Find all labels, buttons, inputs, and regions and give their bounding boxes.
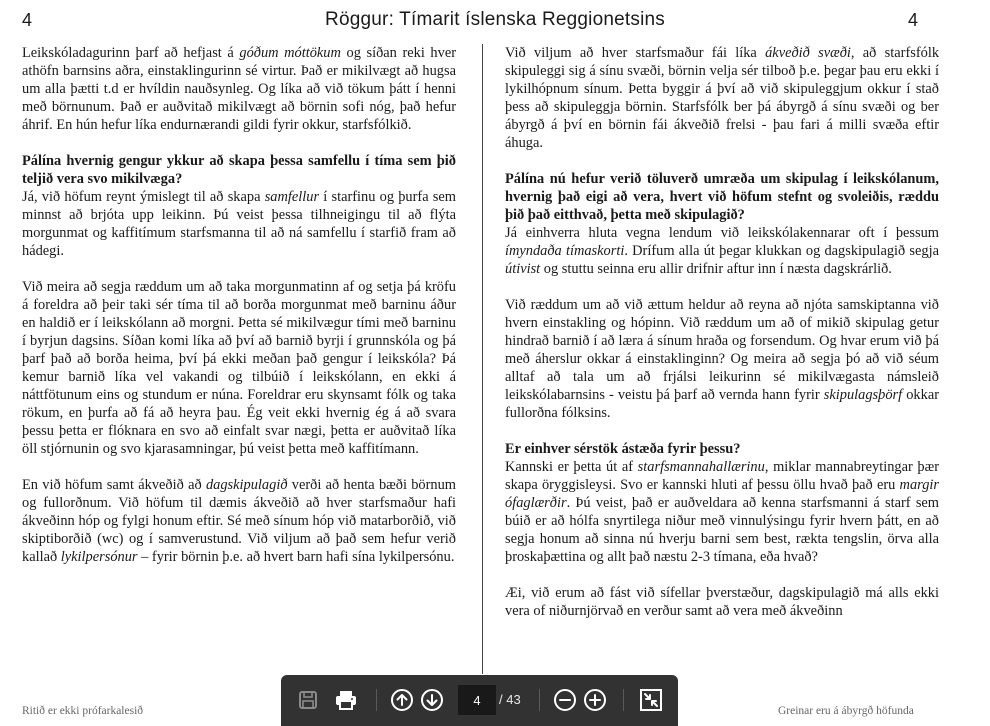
previous-page-button[interactable]: [386, 684, 418, 716]
interview-question: Er einhver sérstök ástæða fyrir þessu?: [505, 441, 741, 457]
column-divider: [482, 44, 483, 674]
zoom-in-icon: [583, 688, 607, 712]
paragraph: Við ræddum um að við ættum heldur að reyna að njóta samskiptanna við hvern einstakling og hópinn. Við ræddum um að of mikið skipulag getur hindrað barnið í að læra á sínum hraða og forsendum. Og hvar erum við þá með áherslur okkar á einstaklinginn? Og meira að segja þó að við séum alltaf að tala um að frjálsi leikurinn sé mikilvægasta námsleið leikskólabarnsins - veistu þá þarf að vernda hann fyrir skipulagsþörf okkar fullorðna fólksins.: [505, 297, 939, 421]
paragraph: En við höfum samt ákveðið að dagskipulagið verði að henta bæði börnum og fullorðnum. Við höfum til dæmis ákveðið að hver starfsmaður hafi ákveðinn hóp og fylgi honum eftir. Sé með sínum hóp við matarborðið, við skiptiborðið (wc) og í samverustund. Við viljum að það sem hefur verið kallað lykilpersónur – fyrir börnin þ.e. að hvert barn hafi sína lykilpersónu.: [22, 477, 456, 565]
zoom-out-button[interactable]: [549, 684, 581, 716]
footer-responsibility-note: Greinar eru á ábyrgð höfunda: [778, 705, 914, 717]
print-button[interactable]: [330, 684, 362, 716]
header-page-number-left: 4: [22, 10, 33, 30]
left-column: [22, 44, 456, 584]
paragraph: Leikskóladagurinn þarf að hefjast á góðum móttökum og síðan reki hver athöfn barnsins aðra, einstaklingurinn sé virtur. Það er mikilvægt að hugsa um alla þætti t.d er hvíldin nauðsynleg. Og líka að við tökum þátt í henni með börnunum. Það er auðvitað mikilvægt að börnin sofi nóg, það hefur áhrif. En hún hefur líka endurnærandi gildi fyrir okkur, starfsfólkið.: [22, 45, 456, 133]
right-column: [505, 44, 939, 678]
print-icon: [334, 688, 358, 712]
current-page-input[interactable]: 4: [458, 685, 496, 715]
toolbar-separator: [376, 689, 377, 711]
next-page-button[interactable]: [416, 684, 448, 716]
next-page-icon: [420, 688, 444, 712]
fit-page-icon: [639, 688, 663, 712]
paragraph: Við meira að segja ræddum um að taka morgunmatinn af og setja þá kröfu á foreldra að þeir taki sér tíma til að borða morgunmat með barninu áður en haldið er í leikskólann að morgni. Þetta sé mikilvægur tími með barninu í byrjun dagsins. Síðan komi líka að því að barnið byrji í grunnskóla og þá þarf það að borða heima, því þá ekki meðan það gengur í leikskóla? Þá kemur barnið líka vel vakandi og tilbúið í leikskólann, en ekki á náttfötunum eins og stundum er núna. Foreldrar eru skynsamt fólk og taka rökum, en þurfa að fá að heyra þau. Ég veit ekki hvernig ég á að svara þessu þetta er flóknara en svo að einfalt svar nægi, þetta er auðvitað líka öll stjórnunin og svo kjarasamningar, þú veist þetta með kaffitímann.: [22, 279, 456, 457]
footer-disclaimer: Ritið er ekki prófarkalesið: [22, 705, 144, 717]
journal-title: Röggur: Tímarit íslenska Reggionetsins: [325, 9, 665, 30]
toolbar-separator: [539, 689, 540, 711]
interview-question: Pálína nú hefur verið töluverð umræða um skipulag í leikskólanum, hvernig það eigi að vera, hvert við höfum stefnt og svoleiðis, ræddu þið það eitthvað, þetta með skipulagið?: [505, 171, 939, 223]
previous-page-icon: [390, 688, 414, 712]
zoom-out-icon: [553, 688, 577, 712]
paragraph: Við viljum að hver starfsmaður fái líka ákveðið svæði, að starfsfólk skipuleggi sig á sínu svæði, börnin velja sér tilboð þ.e. þegar þau eru ekki í lykilhópnum sínum. Þetta byggir á því að við skipuleggjum okkur í stað þess að skipuleggja börnin. Starfsfólk ber þá ábyrgð á sínu svæði og ber ábyrgð á því en börnin fái ákveðið frelsi - þau fari á milli svæða eftir áhuga.: [505, 45, 939, 151]
interview-answer: Já, við höfum reynt ýmislegt til að skapa samfellur í starfinu og þurfa sem minnst að brjóta upp leikinn. Þú veist þessa tilhneigingu til að flýta morgunmat og kaffitímum starfsmanna til að ná samfellu í starfið fram að hádegi.: [22, 189, 456, 259]
total-pages-label: / 43: [499, 692, 521, 707]
interview-question: Pálína hvernig gengur ykkur að skapa þessa samfellu í tíma sem þið teljið vera svo mikilvæga?: [22, 153, 456, 187]
pdf-viewer-toolbar: [281, 675, 678, 726]
paragraph: Æi, við erum að fást við sífellar þverstæður, dagskipulagið má alls ekki vera of niðurnjörvað en verður samt að vera með ákveðinn: [505, 585, 939, 619]
toolbar-separator: [623, 689, 624, 711]
interview-answer: Já einhverra hluta vegna lendum við leikskólakennarar oft í þessum ímyndaða tímaskorti. Drífum alla út þegar klukkan og dagskipulagið segja útivist og stuttu seinna eru allir drifnir aftur inn í næsta dagskrárlið.: [505, 225, 939, 277]
fit-page-button[interactable]: [635, 684, 667, 716]
zoom-in-button[interactable]: [579, 684, 611, 716]
header-page-number-right: 4: [908, 10, 919, 30]
save-button[interactable]: [292, 684, 324, 716]
save-icon: [297, 689, 319, 711]
interview-answer: Kannski er þetta út af starfsmannahallærinu, miklar mannabreytingar þær skapa öryggisleysi. Svo er kannski hluti af þessu öllu hvað það eru margir ófaglærðir. Þú veist, það er auðveldara að kenna starfsmanni á starf sem búið er að hólfa snyrtilega niður með vinnulýsingu fyrir hvern þátt, en að segja honum að sinna nú hverju barni sem best, rækta tengslin, örva alla þroskaþættina og allt það næstu 2-3 tímana, eða hvað?: [505, 459, 939, 565]
